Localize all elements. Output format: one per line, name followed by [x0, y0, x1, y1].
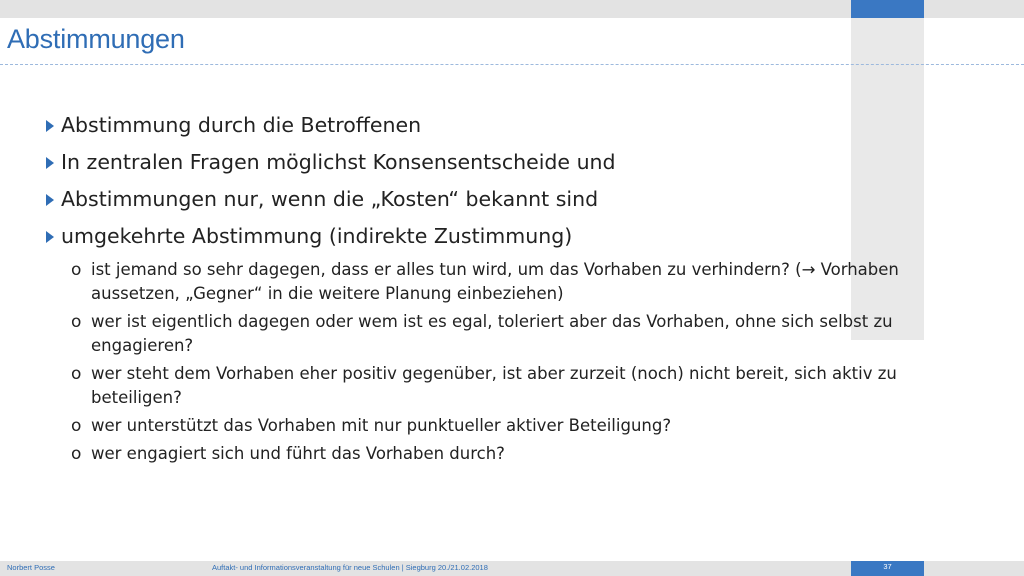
circle-bullet-icon: o	[71, 416, 82, 436]
triangle-bullet-icon	[46, 231, 54, 243]
slide-content	[40, 107, 920, 470]
sub-bullet-list	[40, 258, 920, 466]
triangle-bullet-icon	[46, 157, 54, 169]
circle-bullet-icon: o	[71, 444, 82, 464]
bullet-text: umgekehrte Abstimmung (indirekte Zustimmung)	[61, 224, 573, 248]
bullet-text: In zentralen Fragen möglichst Konsensentscheide und	[61, 150, 616, 174]
footer-author: Norbert Posse	[7, 563, 55, 572]
circle-bullet-icon: o	[71, 364, 82, 384]
sub-bullet-text: wer engagiert sich und führt das Vorhaben durch?	[91, 444, 505, 463]
triangle-bullet-icon	[46, 194, 54, 206]
bullet-item	[40, 181, 920, 218]
bullet-item	[40, 218, 920, 255]
sub-bullet-text: ist jemand so sehr dagegen, dass er alles tun wird, um das Vorhaben zu verhindern? (→ Vorhaben aussetzen, „Gegner“ in die weitere Planung einbeziehen)	[91, 260, 899, 303]
sub-bullet-item	[40, 310, 920, 358]
accent-block	[851, 0, 924, 18]
sub-bullet-item	[40, 258, 920, 306]
sub-bullet-item	[40, 442, 920, 466]
bullet-item	[40, 144, 920, 181]
sub-bullet-item	[40, 414, 920, 438]
bullet-text: Abstimmung durch die Betroffenen	[61, 113, 422, 137]
circle-bullet-icon: o	[71, 312, 82, 332]
sub-bullet-text: wer steht dem Vorhaben eher positiv gegenüber, ist aber zurzeit (noch) nicht bereit, sich aktiv zu beteiligen?	[91, 364, 897, 407]
page-number: 37	[883, 562, 892, 571]
bullet-text: Abstimmungen nur, wenn die „Kosten“ bekannt sind	[61, 187, 599, 211]
bullet-item	[40, 107, 920, 144]
title-divider	[0, 64, 1024, 65]
sub-bullet-text: wer unterstützt das Vorhaben mit nur punktueller aktiver Beteiligung?	[91, 416, 672, 435]
sub-bullet-item	[40, 362, 920, 410]
bullet-list	[40, 107, 920, 255]
circle-bullet-icon: o	[71, 260, 82, 280]
sub-bullet-text: wer ist eigentlich dagegen oder wem ist es egal, toleriert aber das Vorhaben, ohne sich selbst zu engagieren?	[91, 312, 893, 355]
triangle-bullet-icon	[46, 120, 54, 132]
footer-event: Auftakt- und Informationsveranstaltung für neue Schulen | Siegburg 20./21.02.2018	[212, 563, 488, 572]
slide-title: Abstimmungen	[7, 24, 185, 54]
